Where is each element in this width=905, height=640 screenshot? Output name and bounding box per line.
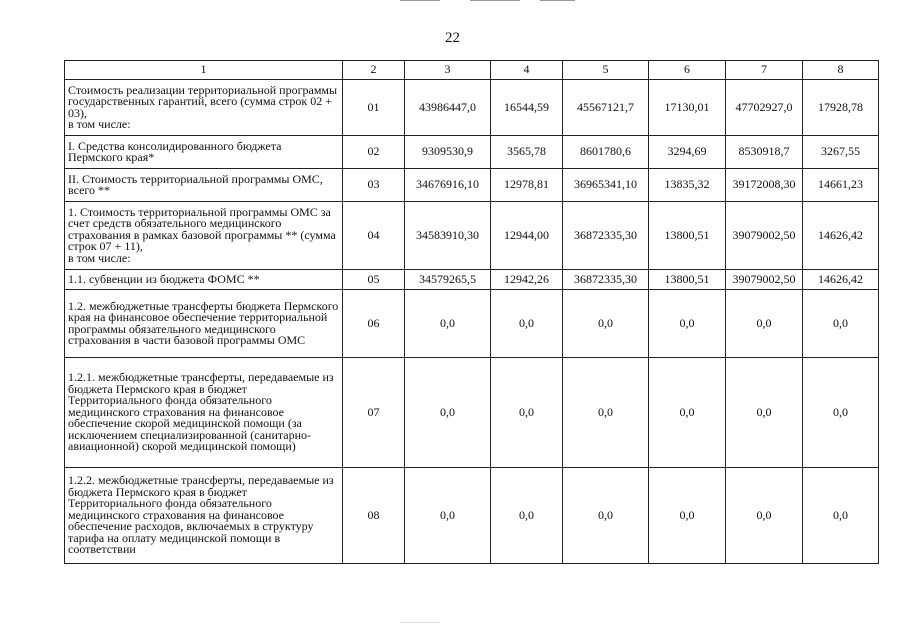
row-label: II. Стоимость территориальной программы ОМС, всего ** xyxy=(65,169,343,202)
table-row xyxy=(65,468,879,564)
row-code: 04 xyxy=(343,202,405,270)
row-code: 03 xyxy=(343,169,405,202)
row-label: I. Средства консолидированного бюджета Пермского края* xyxy=(65,136,343,169)
row-value: 36872335,30 xyxy=(563,202,649,270)
row-value: 0,0 xyxy=(563,290,649,358)
table-row xyxy=(65,169,879,202)
column-header: 6 xyxy=(649,61,726,80)
row-value: 47702927,0 xyxy=(726,80,803,136)
row-label: 1.1. субвенции из бюджета ФОМС ** xyxy=(65,270,343,290)
scan-artifact-mark xyxy=(400,622,440,623)
row-value: 34676916,10 xyxy=(405,169,491,202)
row-value: 39079002,50 xyxy=(726,270,803,290)
row-value: 34583910,30 xyxy=(405,202,491,270)
row-value: 0,0 xyxy=(491,358,563,468)
row-value: 0,0 xyxy=(405,358,491,468)
row-value: 39172008,30 xyxy=(726,169,803,202)
row-value: 0,0 xyxy=(649,468,726,564)
row-value: 36872335,30 xyxy=(563,270,649,290)
row-value: 0,0 xyxy=(405,290,491,358)
row-label: Стоимость реализации территориальной программы государственных гарантий, всего (сумма строк 02 + 03), в том числе: xyxy=(65,80,343,136)
column-header: 1 xyxy=(65,61,343,80)
row-value: 13835,32 xyxy=(649,169,726,202)
row-value: 12942,26 xyxy=(491,270,563,290)
row-value: 13800,51 xyxy=(649,270,726,290)
table-row xyxy=(65,136,879,169)
row-value: 0,0 xyxy=(405,468,491,564)
table-row xyxy=(65,202,879,270)
row-value: 36965341,10 xyxy=(563,169,649,202)
row-value: 14626,42 xyxy=(803,202,879,270)
row-value: 43986447,0 xyxy=(405,80,491,136)
scan-artifact-marks xyxy=(400,0,580,2)
row-value: 14661,23 xyxy=(803,169,879,202)
row-value: 12978,81 xyxy=(491,169,563,202)
table-row xyxy=(65,358,879,468)
row-label: 1. Стоимость территориальной программы ОМС за счет средств обязательного медицинского страхования в рамках базовой программы ** (сумма строк 07 + 11), в том числе: xyxy=(65,202,343,270)
row-value: 9309530,9 xyxy=(405,136,491,169)
row-label: 1.2. межбюджетные трансферты бюджета Пермского края на финансовое обеспечение территориальной программы обязательного медицинского страхования в части базовой программы ОМС xyxy=(65,290,343,358)
row-value: 17928,78 xyxy=(803,80,879,136)
row-value: 0,0 xyxy=(563,468,649,564)
row-value: 12944,00 xyxy=(491,202,563,270)
column-header: 2 xyxy=(343,61,405,80)
row-value: 34579265,5 xyxy=(405,270,491,290)
row-code: 07 xyxy=(343,358,405,468)
column-header: 8 xyxy=(803,61,879,80)
table-row xyxy=(65,270,879,290)
row-value: 0,0 xyxy=(726,290,803,358)
row-value: 39079002,50 xyxy=(726,202,803,270)
row-code: 08 xyxy=(343,468,405,564)
row-code: 06 xyxy=(343,290,405,358)
row-value: 8530918,7 xyxy=(726,136,803,169)
table-header-row xyxy=(65,61,879,80)
row-value: 8601780,6 xyxy=(563,136,649,169)
row-value: 0,0 xyxy=(491,290,563,358)
row-label: 1.2.2. межбюджетные трансферты, передаваемые из бюджета Пермского края в бюджет Территориального фонда обязательного медицинского страхования на финансовое обеспечение расходов, включаемых в структуру тарифа на оплату медицинской помощи в соответствии xyxy=(65,468,343,564)
row-code: 02 xyxy=(343,136,405,169)
column-header: 3 xyxy=(405,61,491,80)
row-value: 0,0 xyxy=(726,468,803,564)
row-code: 01 xyxy=(343,80,405,136)
column-header: 4 xyxy=(491,61,563,80)
row-value: 3294,69 xyxy=(649,136,726,169)
row-value: 14626,42 xyxy=(803,270,879,290)
row-label: 1.2.1. межбюджетные трансферты, передаваемые из бюджета Пермского края в бюджет Территориального фонда обязательного медицинского страхования на финансовое обеспечение скорой медицинской помощи (за исключением специализированной (санитарно-авиационной) скорой медицинской помощи) xyxy=(65,358,343,468)
row-value: 3565,78 xyxy=(491,136,563,169)
row-value: 0,0 xyxy=(803,468,879,564)
table-row xyxy=(65,290,879,358)
row-value: 3267,55 xyxy=(803,136,879,169)
row-value: 17130,01 xyxy=(649,80,726,136)
row-value: 0,0 xyxy=(563,358,649,468)
column-header: 7 xyxy=(726,61,803,80)
row-code: 05 xyxy=(343,270,405,290)
row-value: 0,0 xyxy=(803,358,879,468)
column-header: 5 xyxy=(563,61,649,80)
row-value: 0,0 xyxy=(491,468,563,564)
row-value: 16544,59 xyxy=(491,80,563,136)
row-value: 13800,51 xyxy=(649,202,726,270)
table-row xyxy=(65,80,879,136)
row-value: 0,0 xyxy=(649,290,726,358)
page-number: 22 xyxy=(445,30,460,46)
row-value: 0,0 xyxy=(649,358,726,468)
data-table xyxy=(64,60,879,564)
row-value: 45567121,7 xyxy=(563,80,649,136)
row-value: 0,0 xyxy=(726,358,803,468)
row-value: 0,0 xyxy=(803,290,879,358)
